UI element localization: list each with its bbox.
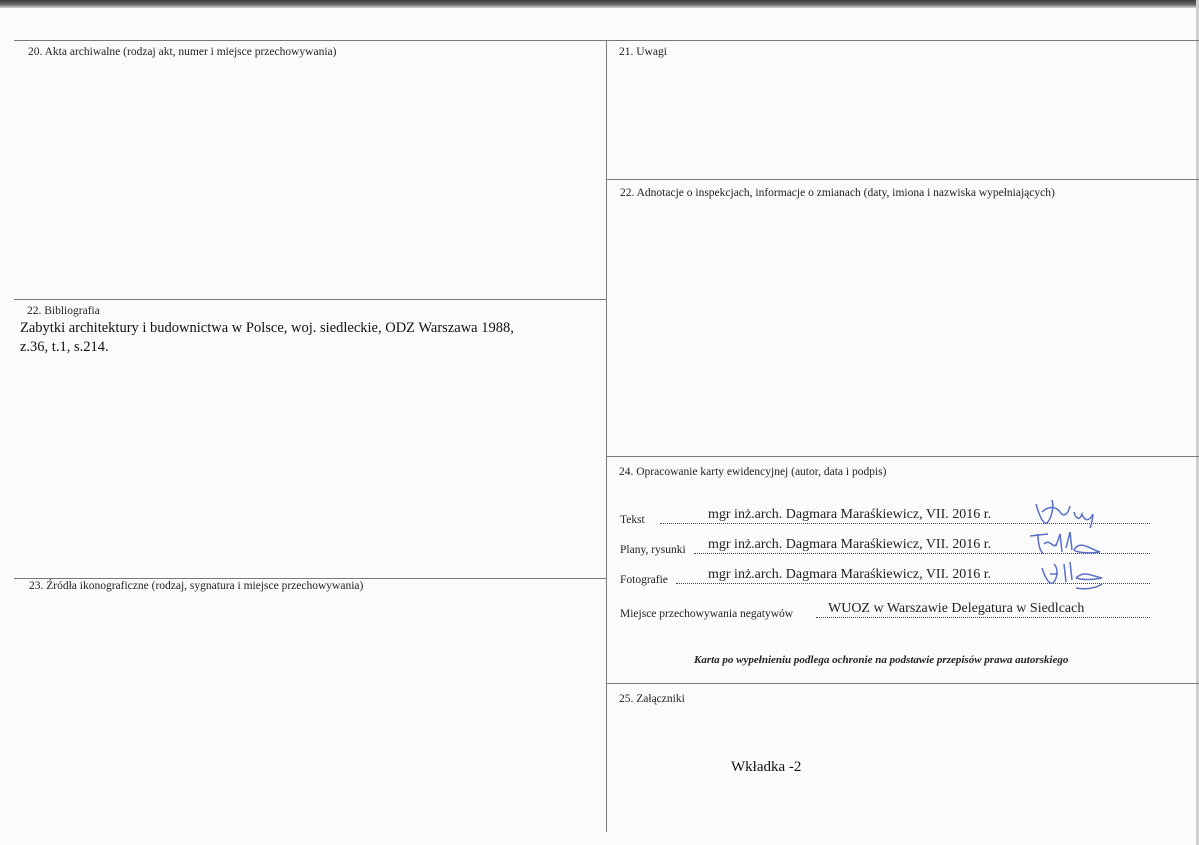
signature-fotografie [1036,558,1106,594]
bibliography-text [20,319,580,357]
rule-s21-bottom [606,179,1199,180]
scan-top-edge [0,0,1199,8]
rule-center [606,40,607,832]
row-label: Miejsce przechowywania negatywów [620,608,794,620]
row-negatywy [620,602,1150,620]
rule-s20-bottom [14,299,606,300]
row-value: WUOZ w Warszawie Delegatura w Siedlcach [828,601,1085,616]
row-value: mgr inż.arch. Dagmara Maraśkiewicz, VII. 2016 r. [708,507,992,522]
row-label: Tekst [620,514,645,526]
row-value: mgr inż.arch. Dagmara Maraśkiewicz, VII. 2016 r. [708,567,992,582]
signature-tekst [1030,496,1100,528]
rule-s22-bottom [606,456,1199,457]
section-24-label: 24. Opracowanie karty ewidencyjnej (autor, data i podpis) [619,466,887,478]
section-22-adnotacje-label: 22. Adnotacje o inspekcjach, informacje o zmianach (daty, imiona i nazwiska wypełniających) [620,187,1055,199]
dotted-line [816,617,1150,618]
section-22-bibliografia-label: 22. Bibliografia [27,305,100,317]
signature-plany [1026,530,1102,556]
bibliography-line-1: Zabytki architektury i budownictwa w Polsce, woj. siedleckie, ODZ Warszawa 1988, [20,320,514,336]
row-value: mgr inż.arch. Dagmara Maraśkiewicz, VII. 2016 r. [708,537,992,552]
section-25-label: 25. Załączniki [619,693,685,705]
section-20-label: 20. Akta archiwalne (rodzaj akt, numer i miejsce przechowywania) [28,46,337,58]
rule-s22b-bottom [14,578,606,579]
section-23-label: 23. Źródła ikonograficzne (rodzaj, sygnatura i miejsce przechowywania) [29,580,364,592]
copyright-note: Karta po wypełnieniu podlega ochronie na podstawie przepisów prawa autorskiego [694,654,1069,666]
section-21-label: 21. Uwagi [619,46,667,58]
attachment-text: Wkładka -2 [731,759,802,775]
row-label: Plany, rysunki [620,544,686,556]
rule-s24-bottom [606,683,1199,684]
row-label: Fotografie [620,574,668,586]
bibliography-line-2: z.36, t.1, s.214. [20,339,109,355]
